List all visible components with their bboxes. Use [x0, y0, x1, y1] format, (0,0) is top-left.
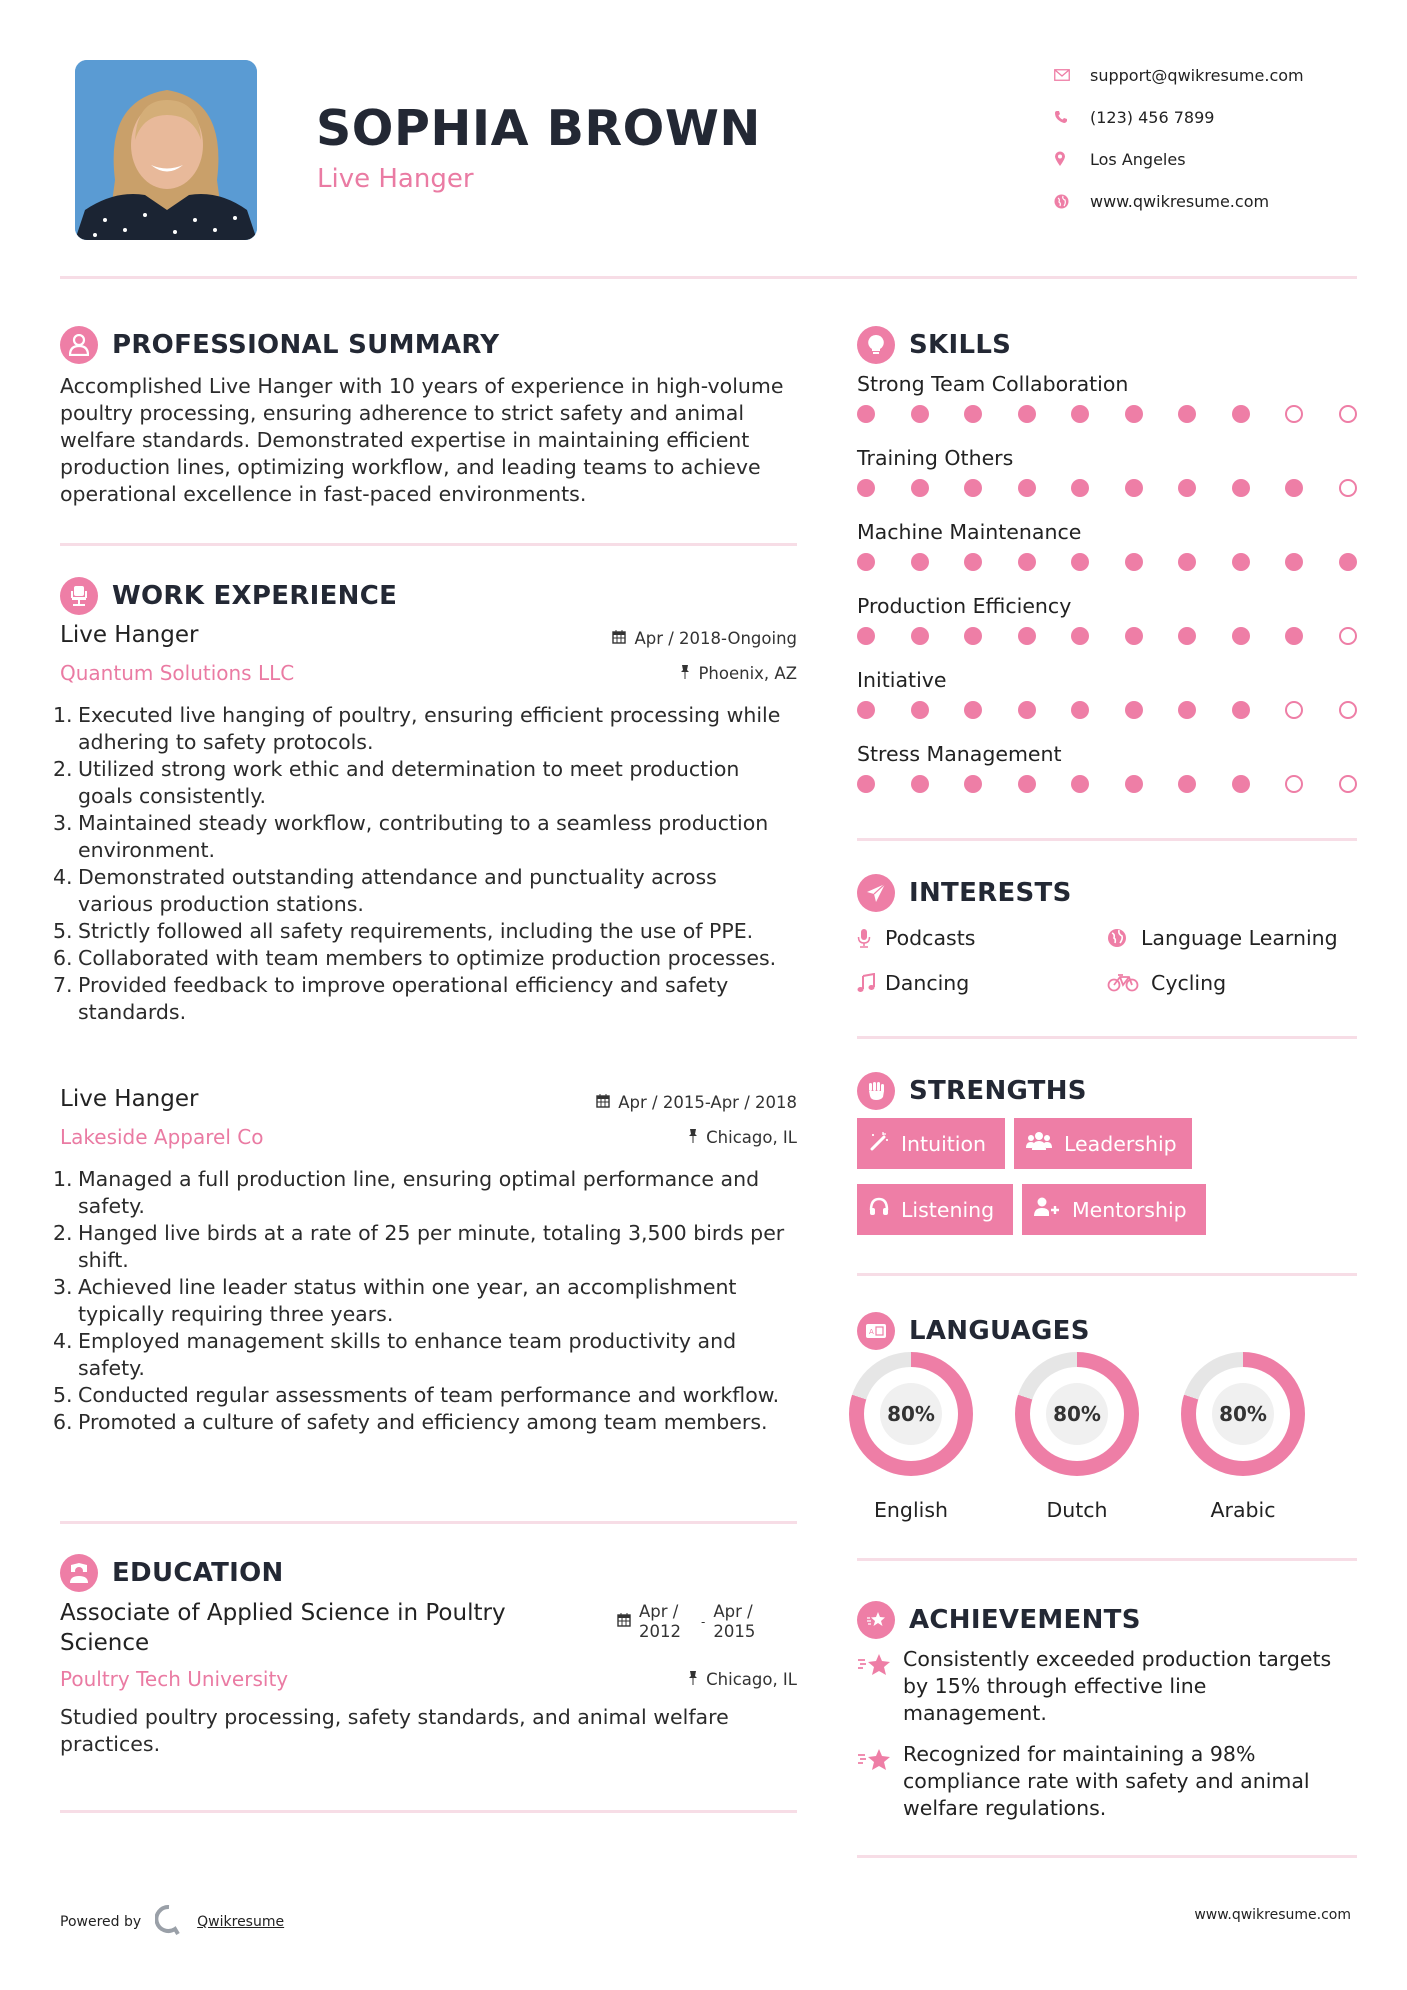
- rating-dot-filled: [1178, 775, 1196, 793]
- section-divider: [857, 1558, 1357, 1561]
- language-progress-ring: 80%: [1181, 1352, 1305, 1476]
- shooting-star-icon: [857, 1601, 895, 1639]
- profile-photo: [75, 60, 257, 240]
- rating-dot-filled: [1071, 627, 1089, 645]
- achievement-item: Consistently exceeded production targets by 15% through effective line management.: [857, 1646, 1357, 1727]
- rating-dot-filled: [1178, 405, 1196, 423]
- strength-chip: Intuition: [857, 1118, 1005, 1169]
- rating-dot-empty: [1285, 775, 1303, 793]
- summary-heading: PROFESSIONAL SUMMARY: [60, 325, 797, 365]
- rating-dot-filled: [1018, 405, 1036, 423]
- location-pin-icon: [1054, 151, 1090, 167]
- company-name: Lakeside Apparel Co: [60, 1125, 264, 1149]
- company-name: Quantum Solutions LLC: [60, 661, 295, 685]
- magic-wand-icon: [869, 1131, 889, 1156]
- rating-dot-filled: [857, 553, 875, 571]
- graduate-icon: [60, 1554, 98, 1592]
- list-item: 3. Maintained steady workflow, contributing to a seamless production environment.: [53, 811, 769, 862]
- rating-dot-filled: [1232, 405, 1250, 423]
- list-item: 2. Hanged live birds at a rate of 25 per minute, totaling 3,500 birds per shift.: [53, 1221, 785, 1272]
- rating-dot-filled: [964, 701, 982, 719]
- bicycle-icon: [1107, 974, 1151, 992]
- skill-name: Stress Management: [857, 742, 1062, 766]
- rating-dot-filled: [857, 701, 875, 719]
- skill-name: Strong Team Collaboration: [857, 372, 1129, 396]
- rating-dot-filled: [857, 775, 875, 793]
- pushpin-icon: [688, 1670, 698, 1689]
- users-icon: [1026, 1131, 1052, 1156]
- list-item: 4. Demonstrated outstanding attendance and punctuality across various production stations.: [53, 865, 717, 916]
- language-item: [1015, 1352, 1139, 1522]
- language-name: Dutch: [1046, 1498, 1108, 1522]
- contact-location: Los Angeles: [1054, 138, 1384, 180]
- avatar: [75, 60, 257, 240]
- strength-chip: Mentorship: [1022, 1184, 1206, 1235]
- skill-rating: [857, 547, 1357, 591]
- rating-dot-filled: [1125, 701, 1143, 719]
- qwikresume-link[interactable]: Qwikresume: [197, 1914, 285, 1930]
- interest-item: Dancing: [857, 960, 969, 1005]
- rating-dot-filled: [1178, 627, 1196, 645]
- rating-dot-filled: [964, 775, 982, 793]
- candidate-name: SOPHIA BROWN: [316, 100, 761, 157]
- rating-dot-filled: [964, 405, 982, 423]
- user-plus-icon: [1034, 1197, 1060, 1222]
- rating-dot-filled: [1232, 627, 1250, 645]
- strengths-section: [857, 1071, 1357, 1111]
- paper-plane-icon: [857, 874, 895, 912]
- interest-item: Cycling: [1107, 960, 1226, 1005]
- job-entry: [60, 1086, 797, 1156]
- rating-dot-filled: [1071, 405, 1089, 423]
- skills-section: [857, 325, 1357, 813]
- education-location: Chicago, IL: [688, 1670, 797, 1689]
- rating-dot-filled: [1232, 775, 1250, 793]
- rating-dot-filled: [1178, 479, 1196, 497]
- rating-dot-filled: [1071, 553, 1089, 571]
- star-icon: [857, 1646, 903, 1682]
- rating-dot-filled: [857, 627, 875, 645]
- rating-dot-filled: [911, 775, 929, 793]
- rating-dot-filled: [911, 627, 929, 645]
- school-name: Poultry Tech University: [60, 1667, 289, 1691]
- rating-dot-filled: [1232, 479, 1250, 497]
- list-item: 7. Provided feedback to improve operational efficiency and safety standards.: [53, 973, 729, 1024]
- rating-dot-filled: [1125, 479, 1143, 497]
- list-item: 5. Strictly followed all safety requirements, including the use of PPE.: [53, 919, 754, 943]
- rating-dot-filled: [1125, 405, 1143, 423]
- skill-name: Production Efficiency: [857, 594, 1072, 618]
- section-divider: [857, 1036, 1357, 1039]
- interests-heading: INTERESTS: [857, 873, 1357, 913]
- rating-dot-filled: [911, 405, 929, 423]
- achievements-heading: ACHIEVEMENTS: [857, 1600, 1357, 1640]
- rating-dot-filled: [911, 479, 929, 497]
- experience-section: [60, 576, 797, 616]
- rating-dot-empty: [1339, 405, 1357, 423]
- music-note-icon: [857, 973, 885, 993]
- fist-icon: [857, 1072, 895, 1110]
- list-item: 6. Promoted a culture of safety and efficiency among team members.: [53, 1410, 768, 1434]
- language-item: [849, 1352, 973, 1522]
- contact-website[interactable]: www.qwikresume.com: [1054, 180, 1384, 222]
- rating-dot-empty: [1285, 701, 1303, 719]
- interests-list: [857, 915, 1357, 1007]
- rating-dot-filled: [1232, 701, 1250, 719]
- globe-icon: [1107, 928, 1141, 948]
- strength-chip: Listening: [857, 1184, 1013, 1235]
- skill-rating: [857, 473, 1357, 517]
- section-divider: [60, 1810, 797, 1813]
- education-heading: EDUCATION: [60, 1553, 797, 1593]
- job-title: Live Hanger: [60, 622, 199, 648]
- education-entry: [60, 1598, 797, 1756]
- summary-section: [60, 325, 797, 508]
- education-description: Studied poultry processing, safety standards, and animal welfare practices.: [60, 1705, 729, 1756]
- rating-dot-filled: [964, 479, 982, 497]
- phone-icon: [1054, 110, 1090, 124]
- candidate-role: Live Hanger: [317, 164, 474, 194]
- language-name: Arabic: [1210, 1498, 1276, 1522]
- rating-dot-filled: [1018, 553, 1036, 571]
- svg-text:A: A: [869, 1328, 874, 1336]
- header-divider: [60, 276, 1357, 279]
- skills-list: [857, 369, 1357, 813]
- calendar-icon: [612, 629, 626, 648]
- job-dates: Apr / 2018-Ongoing: [612, 629, 797, 648]
- rating-dot-filled: [1125, 775, 1143, 793]
- rating-dot-filled: [911, 701, 929, 719]
- strength-chip: Leadership: [1014, 1118, 1192, 1169]
- list-item: 1. Executed live hanging of poultry, ensuring efficient processing while adhering to safety protocols.: [53, 703, 781, 754]
- rating-dot-filled: [1125, 627, 1143, 645]
- strengths-heading: STRENGTHS: [857, 1071, 1357, 1111]
- rating-dot-filled: [857, 405, 875, 423]
- rating-dot-filled: [964, 627, 982, 645]
- interest-item: Language Learning: [1107, 915, 1338, 960]
- globe-icon: [1054, 194, 1090, 209]
- section-divider: [857, 1855, 1357, 1858]
- achievement-item: Recognized for maintaining a 98% compliance rate with safety and animal welfare regulations.: [857, 1741, 1357, 1822]
- rating-dot-filled: [1339, 553, 1357, 571]
- achievements-list: [857, 1646, 1357, 1822]
- list-item: 3. Achieved line leader status within one year, an accomplishment typically requiring three years.: [53, 1275, 737, 1326]
- list-item: 1. Managed a full production line, ensuring optimal performance and safety.: [53, 1167, 760, 1218]
- job-bullets: [53, 1166, 795, 1436]
- contact-email[interactable]: support@qwikresume.com: [1054, 54, 1384, 96]
- rating-dot-filled: [1071, 775, 1089, 793]
- rating-dot-empty: [1339, 479, 1357, 497]
- list-item: 2. Utilized strong work ethic and determination to meet production goals consistently.: [53, 757, 740, 808]
- skill-rating: [857, 695, 1357, 739]
- lightbulb-icon: [857, 326, 895, 364]
- section-divider: [857, 1273, 1357, 1276]
- interests-section: [857, 873, 1357, 1007]
- job-location: Phoenix, AZ: [680, 664, 797, 683]
- skill-rating: [857, 399, 1357, 443]
- summary-text: Accomplished Live Hanger with 10 years of experience in high-volume poultry processing, ensuring adherence to strict safety and animal welfare standards. Demonstrated expertise in maintaining efficient production lines, optimizing workflow, and leading teams to achieve operational excellence in fast-paced environments.: [60, 374, 784, 506]
- degree-title: Associate of Applied Science in Poultry Science: [60, 1600, 506, 1656]
- rating-dot-empty: [1339, 627, 1357, 645]
- job-entry: [60, 622, 797, 692]
- pushpin-icon: [680, 664, 690, 683]
- rating-dot-filled: [857, 479, 875, 497]
- rating-dot-filled: [1071, 479, 1089, 497]
- contact-list: [1054, 54, 1384, 222]
- language-item: [1181, 1352, 1305, 1522]
- skill-name: Training Others: [857, 446, 1014, 470]
- rating-dot-empty: [1339, 701, 1357, 719]
- skill-name: Machine Maintenance: [857, 520, 1082, 544]
- education-section: [60, 1553, 797, 1593]
- footer-website[interactable]: www.qwikresume.com: [1194, 1907, 1351, 1923]
- translate-icon: [857, 1312, 895, 1350]
- rating-dot-empty: [1339, 775, 1357, 793]
- rating-dot-filled: [1018, 775, 1036, 793]
- job-title: Live Hanger: [60, 1086, 199, 1112]
- rating-dot-filled: [1018, 627, 1036, 645]
- rating-dot-filled: [1018, 701, 1036, 719]
- rating-dot-filled: [964, 553, 982, 571]
- section-divider: [60, 1521, 797, 1524]
- star-icon: [857, 1741, 903, 1777]
- microphone-icon: [857, 928, 885, 948]
- list-item: 5. Conducted regular assessments of team performance and workflow.: [53, 1383, 780, 1407]
- section-divider: [60, 543, 797, 546]
- interest-item: Podcasts: [857, 915, 975, 960]
- footer-powered-by: Powered by Qwikresume: [60, 1905, 284, 1939]
- education-dates: Apr / 2012 - Apr / 2015: [617, 1602, 767, 1642]
- language-progress-ring: 80%: [849, 1352, 973, 1476]
- languages-heading: A LANGUAGES: [857, 1311, 1357, 1351]
- rating-dot-filled: [1285, 553, 1303, 571]
- calendar-icon: [596, 1093, 610, 1112]
- contact-phone[interactable]: (123) 456 7899: [1054, 96, 1384, 138]
- rating-dot-filled: [1285, 479, 1303, 497]
- calendar-icon: [617, 1612, 631, 1632]
- list-item: 6. Collaborated with team members to optimize production processes.: [53, 946, 777, 970]
- job-bullets: [53, 702, 795, 1026]
- rating-dot-filled: [1071, 701, 1089, 719]
- office-chair-icon: [60, 577, 98, 615]
- languages-section: [857, 1311, 1357, 1351]
- pushpin-icon: [688, 1128, 698, 1147]
- user-icon: [60, 326, 98, 364]
- job-dates: Apr / 2015-Apr / 2018: [596, 1093, 797, 1112]
- mail-icon: [1054, 69, 1090, 81]
- language-name: English: [873, 1498, 949, 1522]
- rating-dot-empty: [1285, 405, 1303, 423]
- rating-dot-filled: [1178, 701, 1196, 719]
- list-item: 4. Employed management skills to enhance team productivity and safety.: [53, 1329, 737, 1380]
- qwikresume-logo-icon: [155, 1905, 183, 1939]
- skill-rating: [857, 621, 1357, 665]
- rating-dot-filled: [1232, 553, 1250, 571]
- language-progress-ring: 80%: [1015, 1352, 1139, 1476]
- job-location: Chicago, IL: [688, 1128, 797, 1147]
- rating-dot-filled: [911, 553, 929, 571]
- section-divider: [857, 838, 1357, 841]
- experience-heading: WORK EXPERIENCE: [60, 576, 797, 616]
- skills-heading: SKILLS: [857, 325, 1357, 365]
- rating-dot-filled: [1285, 627, 1303, 645]
- rating-dot-filled: [1018, 479, 1036, 497]
- headphones-icon: [869, 1197, 889, 1222]
- skill-rating: [857, 769, 1357, 813]
- skill-name: Initiative: [857, 668, 947, 692]
- rating-dot-filled: [1178, 553, 1196, 571]
- achievements-section: [857, 1600, 1357, 1822]
- rating-dot-filled: [1125, 553, 1143, 571]
